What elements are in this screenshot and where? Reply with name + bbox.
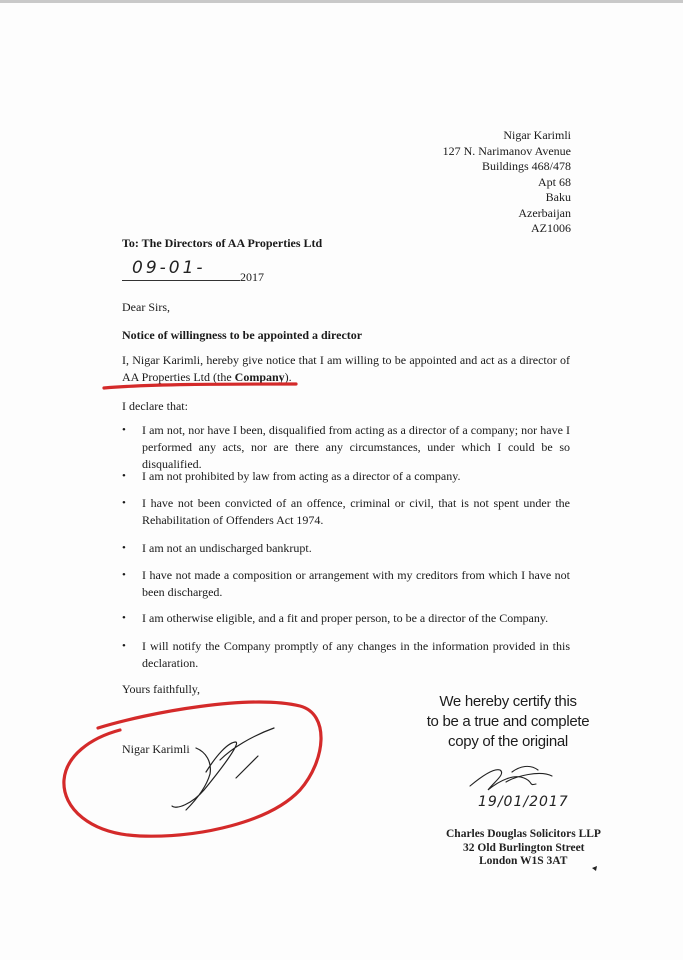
company-term: Company bbox=[234, 370, 285, 384]
firm-street: 32 Old Burlington Street bbox=[463, 841, 585, 854]
certification-line-2: to be a true and complete bbox=[426, 713, 590, 730]
sender-apartment: Apt 68 bbox=[538, 174, 571, 189]
sender-street: 127 N. Narimanov Avenue bbox=[442, 143, 571, 158]
date-line bbox=[122, 258, 264, 284]
declaration-text: I am not prohibited by law from acting as a director of a company. bbox=[142, 469, 461, 483]
sender-postcode: AZ1006 bbox=[531, 221, 571, 235]
declaration-text: I have not been convicted of an offence, criminal or civil, that is not spent under the Rehabilitation of Offenders Act 1974. bbox=[142, 496, 570, 527]
handwritten-date: 09-01- bbox=[132, 258, 206, 278]
certification-line-1: We hereby certify this bbox=[439, 693, 577, 710]
declaration-text: I will notify the Company promptly of any changes in the information provided in this declaration. bbox=[142, 639, 570, 670]
firm-address bbox=[446, 828, 606, 869]
bullet-icon: • bbox=[122, 424, 126, 436]
sender-address bbox=[443, 128, 571, 237]
declaration-text: I am not an undischarged bankrupt. bbox=[142, 541, 312, 555]
date-underline bbox=[122, 280, 240, 281]
notice-text: I, Nigar Karimli, hereby give notice that I am willing to be appointed and act as a director of AA Properties Ltd (the bbox=[122, 353, 570, 384]
certification-line-3: copy of the original bbox=[448, 733, 568, 750]
declaration-text: I am otherwise eligible, and a fit and proper person, to be a director of the Company. bbox=[142, 611, 549, 625]
declaration-text: I am not, nor have I been, disqualified from acting as a director of a company; nor have I performed any acts, nor are there any circumstances, under which I could be so disqualified. bbox=[142, 423, 570, 471]
declare-intro: I declare that: bbox=[122, 399, 188, 413]
bullet-icon: • bbox=[122, 497, 126, 509]
sender-name: Nigar Karimli bbox=[503, 128, 571, 142]
certification-stamp bbox=[418, 692, 598, 752]
firm-city: London W1S 3AT bbox=[479, 855, 568, 867]
sender-building: Buildings 468/478 bbox=[481, 159, 571, 173]
certification-date: 19/01/2017 bbox=[478, 794, 569, 810]
closing-line: Yours faithfully, bbox=[122, 682, 201, 696]
bullet-icon: • bbox=[122, 569, 126, 581]
subject-heading: Notice of willingness to be appointed a director bbox=[122, 328, 363, 342]
firm-name: Charles Douglas Solicitors LLP bbox=[446, 828, 601, 840]
notice-paragraph bbox=[122, 352, 570, 386]
bullet-icon: • bbox=[122, 640, 126, 652]
bullet-icon: • bbox=[122, 542, 126, 554]
salutation: Dear Sirs, bbox=[122, 300, 170, 314]
sender-city: Baku bbox=[545, 190, 571, 204]
sender-country: Azerbaijan bbox=[518, 205, 571, 220]
bullet-icon: • bbox=[122, 470, 126, 482]
recipient-line: To: The Directors of AA Properties Ltd bbox=[122, 236, 323, 250]
date-year: 2017 bbox=[240, 270, 264, 284]
declaration-text: I have not made a composition or arrangement with my creditors from which I have not been discharged. bbox=[142, 568, 570, 599]
bullet-icon: • bbox=[122, 612, 126, 624]
notice-end: ). bbox=[284, 370, 292, 384]
signer-name: Nigar Karimli bbox=[122, 742, 190, 756]
